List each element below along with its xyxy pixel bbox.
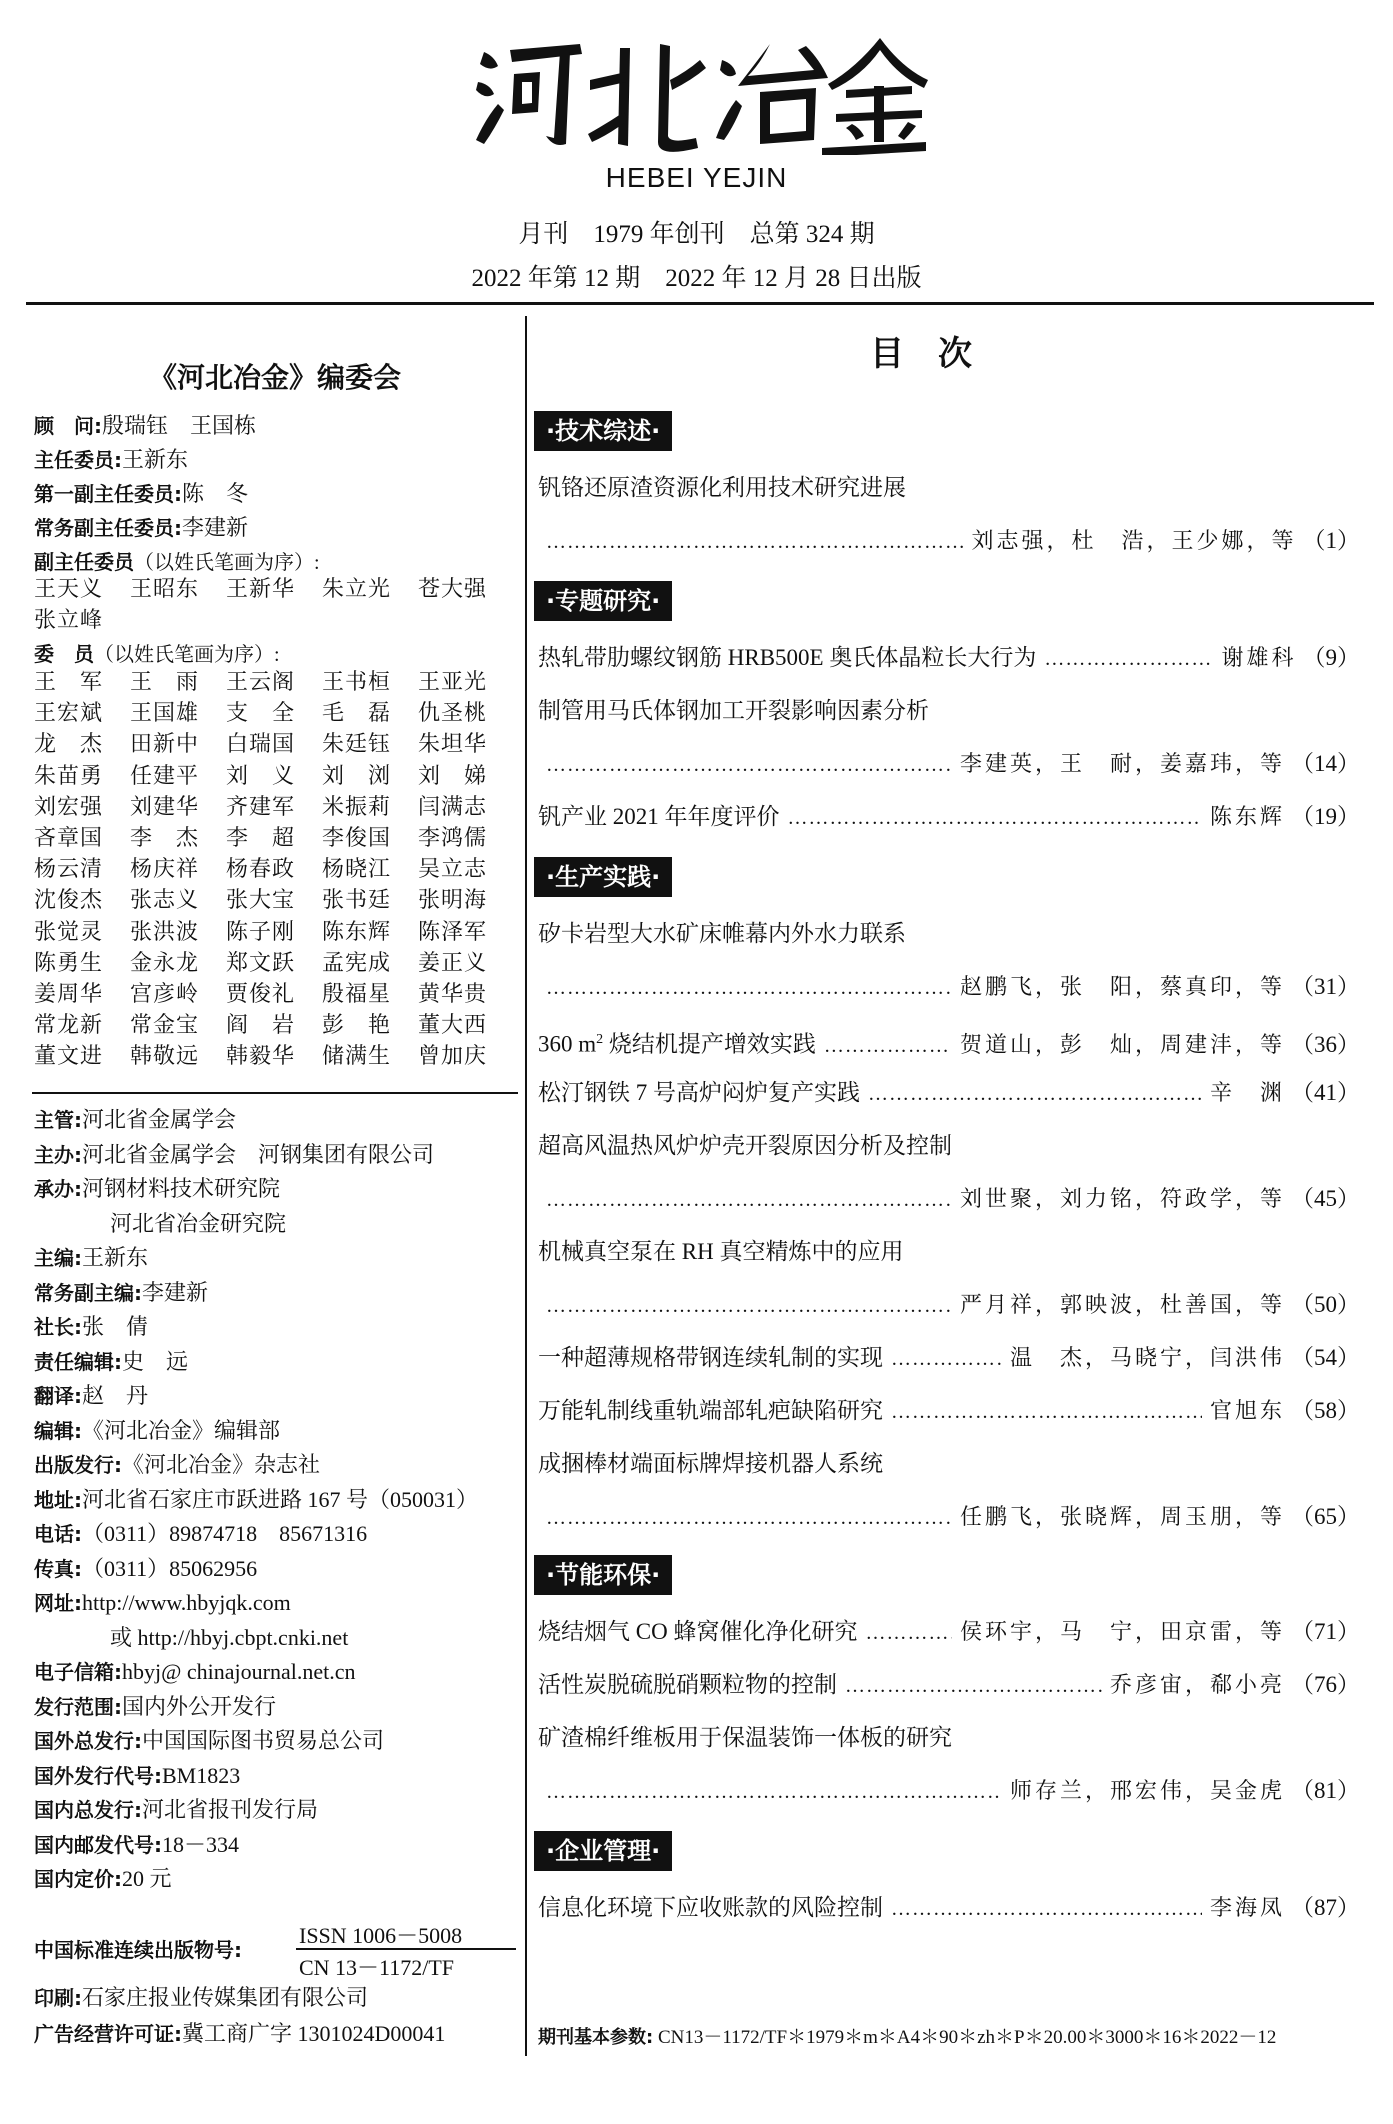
- article-page[interactable]: （1）: [1302, 528, 1360, 553]
- printer-row: [34, 1984, 522, 2012]
- article-page[interactable]: （36）: [1291, 1031, 1360, 1057]
- vice-name: 朱立光: [322, 576, 392, 601]
- section-badge-special-research: ·专题研究·: [534, 581, 672, 621]
- article-byline: [538, 526, 1360, 557]
- publication-info-row: [34, 1486, 522, 1514]
- members-note: （以姓氏笔画为序）:: [94, 644, 280, 666]
- director-value: 王新东: [122, 447, 189, 472]
- publication-info-row: [34, 1244, 522, 1272]
- advisors-label: 顾 问:: [34, 414, 102, 438]
- member-name: 白瑞国: [226, 731, 296, 757]
- member-name: 王书桓: [322, 669, 392, 694]
- article-entry[interactable]: [538, 1670, 1360, 1701]
- article-authors: 侯环宇，马 宁，田京雷，等: [959, 1619, 1285, 1644]
- article-authors: 陈东辉: [1209, 804, 1285, 829]
- section-badge-enterprise-management: ·企业管理·: [534, 1831, 672, 1871]
- article-entry[interactable]: [538, 1025, 1360, 1061]
- member-name: 杨春政: [226, 856, 296, 882]
- article-byline: [538, 972, 1360, 1003]
- publication-info-row: [34, 1555, 522, 1583]
- member-name: 董文进: [34, 1043, 104, 1069]
- section-badge-tech-review: ·技术综述·: [534, 411, 672, 451]
- member-name: 常金宝: [130, 1012, 200, 1038]
- vice-note: （以姓氏笔画为序）:: [134, 552, 320, 574]
- member-name: 王云阁: [226, 669, 296, 694]
- member-name: 储满生: [322, 1043, 392, 1069]
- article-title[interactable]: 钒产业 2021 年年度评价: [538, 804, 780, 829]
- info-value: 河北省金属学会: [82, 1107, 237, 1132]
- member-name: 郑文跃: [226, 949, 296, 975]
- info-label: 责任编辑:: [34, 1349, 122, 1374]
- leader-dots: [546, 1503, 952, 1533]
- issn-fraction-bar: [296, 1948, 516, 1950]
- director-label: 主任委员:: [34, 448, 122, 472]
- publication-info-row: [34, 1106, 522, 1134]
- member-name: 杨庆祥: [130, 856, 200, 882]
- article-authors: 李建英，王 耐，姜嘉玮，等: [959, 751, 1285, 776]
- info-label: 国内总发行:: [34, 1798, 142, 1822]
- english-title: HEBEI YEJIN: [605, 162, 788, 193]
- publication-info-row: [34, 1796, 522, 1824]
- vice-name: 王天义: [34, 576, 104, 601]
- article-title[interactable]: 超高风温热风炉炉壳开裂原因分析及控制: [538, 1133, 952, 1158]
- info-label: 主办:: [34, 1142, 82, 1167]
- member-name: 刘 浏: [322, 762, 392, 788]
- info-value: 河北省金属学会 河钢集团有限公司: [82, 1141, 435, 1167]
- article-authors: 温 杰，马晓宁，闫洪伟: [1009, 1345, 1285, 1370]
- info-label: 电子信箱:: [34, 1660, 122, 1684]
- leader-dots: [546, 973, 952, 1003]
- article-title-suffix: 烧结机提产增效实践: [603, 1031, 816, 1057]
- member-name: 李 杰: [130, 825, 200, 851]
- publication-info-row: [34, 1831, 522, 1859]
- member-name: 杨晓江: [322, 856, 392, 882]
- vice-directors-list: [34, 573, 514, 635]
- member-name: 刘宏强: [34, 793, 104, 819]
- info-value: 18－334: [162, 1831, 240, 1857]
- member-name: 杨云清: [34, 856, 104, 882]
- member-name: 朱廷钰: [322, 731, 392, 757]
- publication-info-row: [34, 1417, 522, 1445]
- member-name: 王 军: [34, 669, 104, 694]
- info-label: 地址:: [34, 1487, 82, 1512]
- leader-dots: [845, 1671, 1102, 1701]
- article-page[interactable]: （45）: [1291, 1186, 1360, 1211]
- info-value: 张 倩: [82, 1314, 149, 1339]
- info-label: 电话:: [34, 1522, 82, 1546]
- article-entry[interactable]: [538, 1396, 1360, 1427]
- member-name: 李鸿儒: [418, 825, 488, 851]
- info-value: 王新东: [82, 1245, 149, 1270]
- info-value: 史 远: [122, 1348, 189, 1374]
- member-name: 常龙新: [34, 1012, 104, 1038]
- info-label: 主编:: [34, 1246, 82, 1270]
- section-badge-energy-environment: ·节能环保·: [534, 1555, 672, 1595]
- article-page[interactable]: （41）: [1291, 1080, 1360, 1105]
- member-name: 陈勇生: [34, 949, 104, 975]
- info-label: 国外发行代号:: [34, 1763, 162, 1788]
- publication-info-row: [34, 1762, 522, 1790]
- article-authors: 赵鹏飞，张 阳，蔡真印，等: [959, 974, 1285, 999]
- member-name: 金永龙: [130, 949, 200, 975]
- member-name: 黄华贵: [418, 981, 488, 1007]
- member-name: 陈子刚: [226, 918, 296, 944]
- director-row: [34, 446, 522, 474]
- vice-name: 王新华: [226, 576, 296, 601]
- info-label: 网址:: [34, 1591, 82, 1615]
- member-name: 陈东辉: [322, 918, 392, 944]
- article-title[interactable]: 制管用马氏体钢加工开裂影响因素分析: [538, 698, 929, 723]
- info-label: 国内定价:: [34, 1867, 122, 1891]
- issn-label: 中国标准连续出版物号:: [34, 1938, 242, 1962]
- issn-number: ISSN 1006－5008: [299, 1923, 463, 1948]
- journal-logo-calligraphy: [470, 30, 930, 155]
- publication-info-row: [34, 1520, 522, 1548]
- journal-parameters: [538, 2022, 1276, 2049]
- info-value: 赵 丹: [82, 1383, 149, 1408]
- info-label: 国内邮发代号:: [34, 1832, 162, 1857]
- member-name: 李俊国: [322, 825, 392, 851]
- advisors-value: 殷瑞钰 王国栋: [102, 413, 257, 438]
- article-authors: 李海凤: [1209, 1895, 1285, 1920]
- members-label: 委 员: [34, 642, 94, 666]
- info-label: 传真:: [34, 1556, 82, 1581]
- info-value: 河北省报刊发行局: [142, 1797, 319, 1822]
- info-value: 河北省冶金研究院: [110, 1210, 287, 1236]
- article-title[interactable]: 一种超薄规格带钢连续轧制的实现: [538, 1345, 883, 1370]
- publication-info-row: [34, 1865, 522, 1893]
- article-page[interactable]: （31）: [1291, 974, 1360, 999]
- editorial-board-title: 《河北冶金》编委会: [148, 361, 401, 394]
- publication-info-row: [34, 1693, 522, 1721]
- article-title-prefix: 360 m: [538, 1031, 597, 1057]
- publication-info-row: [34, 1175, 522, 1203]
- article-title[interactable]: 矿渣棉纤维板用于保温装饰一体板的研究: [538, 1725, 952, 1750]
- article-page[interactable]: （65）: [1291, 1504, 1360, 1529]
- params-label: 期刊基本参数:: [538, 2027, 654, 2048]
- article-page[interactable]: （54）: [1291, 1345, 1360, 1370]
- publication-info-row: [34, 1141, 522, 1169]
- members-list: [34, 666, 514, 1072]
- article-entry[interactable]: [538, 802, 1360, 833]
- article-byline: [538, 1290, 1360, 1321]
- publication-info-row: [34, 1210, 522, 1238]
- member-name: 韩毅华: [226, 1043, 296, 1069]
- publication-info-row: [34, 1313, 522, 1341]
- member-name: 张明海: [418, 887, 488, 913]
- leader-dots: [788, 803, 1202, 833]
- info-label: 出版发行:: [34, 1453, 122, 1477]
- publication-info-row: [34, 1382, 522, 1410]
- info-value: （0311）89874718 85671316: [82, 1521, 368, 1546]
- exec-vice-label: 常务副主任委员:: [34, 516, 182, 540]
- article-authors: 谢雄科: [1221, 645, 1297, 670]
- leader-dots: [891, 1397, 1202, 1427]
- member-name: 王宏斌: [34, 700, 104, 726]
- publication-info-row: [34, 1624, 522, 1652]
- member-name: 刘 义: [226, 762, 296, 788]
- member-name: 刘建华: [130, 793, 200, 819]
- info-value: 李建新: [142, 1279, 209, 1305]
- vice-name: 张立峰: [34, 607, 104, 633]
- article-entry[interactable]: [538, 1893, 1360, 1924]
- info-value: 《河北冶金》编辑部: [82, 1417, 281, 1443]
- first-vice-row: [34, 480, 522, 508]
- info-value: hbyj@ chinajournal.net.cn: [122, 1659, 356, 1684]
- printer-value: 石家庄报业传媒集团有限公司: [82, 1985, 369, 2010]
- article-page[interactable]: （71）: [1291, 1619, 1360, 1644]
- info-value: 《河北冶金》杂志社: [122, 1452, 321, 1477]
- member-name: 沈俊杰: [34, 887, 104, 913]
- info-value: 中国国际图书贸易总公司: [142, 1728, 385, 1753]
- member-name: 陈泽军: [418, 918, 488, 944]
- section-rule: [32, 1092, 518, 1094]
- info-value: 国内外公开发行: [122, 1693, 277, 1719]
- member-name: 张觉灵: [34, 918, 104, 944]
- article-title[interactable]: 钒铬还原渣资源化利用技术研究进展: [538, 475, 906, 500]
- info-value: （0311）85062956: [82, 1555, 258, 1581]
- article-title[interactable]: 机械真空泵在 RH 真空精炼中的应用: [538, 1239, 904, 1264]
- member-name: 姜正义: [418, 949, 488, 975]
- member-name: 支 全: [226, 700, 296, 726]
- member-name: 孟宪成: [322, 949, 392, 975]
- license-value: 冀工商广字 1301024D00041: [182, 2021, 446, 2046]
- issue-date-line: 2022 年第 12 期 2022 年 12 月 28 日出版: [471, 265, 922, 292]
- member-name: 曾加庆: [418, 1043, 488, 1069]
- article-entry[interactable]: [538, 643, 1360, 674]
- leader-dots: [891, 1894, 1202, 1924]
- info-value: 河钢材料技术研究院: [82, 1176, 281, 1201]
- article-page[interactable]: （58）: [1291, 1398, 1360, 1423]
- member-name: 姜周华: [34, 981, 104, 1007]
- member-name: 王国雄: [130, 700, 200, 726]
- header-rule: [26, 302, 1374, 305]
- member-name: 毛 磊: [322, 700, 392, 726]
- first-vice-value: 陈 冬: [182, 481, 249, 506]
- article-page[interactable]: （81）: [1291, 1778, 1360, 1803]
- article-title[interactable]: 信息化环境下应收账款的风险控制: [538, 1895, 883, 1920]
- vice-name: 王昭东: [130, 576, 200, 601]
- member-name: 吝章国: [34, 825, 104, 851]
- article-authors: 刘世聚，刘力铭，符政学，等: [959, 1186, 1285, 1211]
- info-label: 社长:: [34, 1315, 82, 1339]
- info-value: 或 http://hbyj.cbpt.cnki.net: [110, 1624, 349, 1650]
- leader-dots: [868, 1079, 1202, 1109]
- leader-dots: [865, 1618, 952, 1648]
- article-page[interactable]: （50）: [1291, 1292, 1360, 1317]
- member-name: 田新中: [130, 731, 200, 757]
- article-title[interactable]: 热轧带肋螺纹钢筋 HRB500E 奥氏体晶粒长大行为: [538, 645, 1037, 670]
- member-name: 王亚光: [418, 669, 488, 694]
- article-entry[interactable]: [538, 1343, 1360, 1374]
- leader-dots: [546, 1291, 952, 1321]
- info-value: 河北省石家庄市跃进路 167 号（050031）: [82, 1486, 479, 1512]
- article-title[interactable]: 烧结烟气 CO 蜂窝催化净化研究: [538, 1619, 858, 1644]
- article-authors: 官旭东: [1209, 1398, 1285, 1423]
- info-label: 发行范围:: [34, 1694, 122, 1719]
- member-name: 闫满志: [418, 793, 488, 819]
- article-page[interactable]: （76）: [1291, 1672, 1360, 1697]
- issue-info-line: 月刊 1979 年创刊 总第 324 期: [518, 221, 875, 248]
- printer-label: 印刷:: [34, 1986, 82, 2010]
- info-label: 国外总发行:: [34, 1729, 142, 1753]
- info-label: 承办:: [34, 1177, 82, 1201]
- leader-dots: [546, 527, 963, 557]
- column-divider: [525, 316, 527, 2056]
- member-name: 任建平: [130, 762, 200, 788]
- member-name: 阎 岩: [226, 1012, 296, 1038]
- leader-dots: [1044, 644, 1213, 674]
- member-name: 张大宝: [226, 887, 296, 913]
- cn-number: CN 13－1172/TF: [299, 1955, 455, 1980]
- member-name: 仇圣桃: [418, 700, 488, 726]
- article-page[interactable]: （87）: [1291, 1895, 1360, 1920]
- member-name: 刘 娣: [418, 762, 488, 788]
- leader-dots: [546, 750, 952, 780]
- article-byline: [538, 1776, 1360, 1807]
- exec-vice-value: 李建新: [182, 515, 249, 540]
- article-entry[interactable]: [538, 1617, 1360, 1648]
- members-heading: [34, 640, 522, 669]
- member-name: 朱坦华: [418, 731, 488, 757]
- superscript: 2: [596, 1032, 604, 1047]
- member-name: 龙 杰: [34, 731, 104, 757]
- article-page[interactable]: （9）: [1302, 645, 1360, 670]
- article-title[interactable]: 万能轧制线重轨端部轧疤缺陷研究: [538, 1398, 883, 1423]
- article-title[interactable]: 矽卡岩型大水矿床帷幕内外水力联系: [538, 921, 906, 946]
- member-name: 宫彦岭: [130, 981, 200, 1007]
- member-name: 张书廷: [322, 887, 392, 913]
- article-authors: 刘志强，杜 浩，王少娜，等: [971, 528, 1297, 553]
- issn-block: [34, 1917, 524, 1979]
- info-label: 编辑:: [34, 1418, 82, 1443]
- article-entry[interactable]: [538, 1078, 1360, 1109]
- license-row: [34, 2020, 522, 2048]
- article-authors: 师存兰，邢宏伟，吴金虎: [1009, 1778, 1285, 1803]
- member-name: 齐建军: [226, 793, 296, 819]
- article-page[interactable]: （14）: [1291, 751, 1360, 776]
- article-byline: [538, 1502, 1360, 1533]
- article-authors: 任鹏飞，张晓辉，周玉朋，等: [959, 1504, 1285, 1529]
- info-value: BM1823: [162, 1762, 241, 1788]
- info-value: 20 元: [122, 1866, 172, 1891]
- toc-title: 目 次: [870, 334, 972, 374]
- member-name: 李 超: [226, 825, 296, 851]
- leader-dots: [824, 1031, 952, 1061]
- info-label: 主管:: [34, 1108, 82, 1132]
- section-badge-production-practice: ·生产实践·: [534, 857, 672, 897]
- article-title[interactable]: 松汀钢铁 7 号高炉闷炉复产实践: [538, 1080, 860, 1105]
- exec-vice-row: [34, 514, 522, 542]
- publication-info-row: [34, 1658, 522, 1686]
- info-value: http://www.hbyjqk.com: [82, 1590, 291, 1615]
- member-name: 贾俊礼: [226, 981, 296, 1007]
- member-name: 米振莉: [322, 793, 392, 819]
- publication-info-row: [34, 1348, 522, 1376]
- member-name: 董大西: [418, 1012, 488, 1038]
- article-title[interactable]: [538, 1025, 816, 1060]
- member-name: 张洪波: [130, 918, 200, 944]
- vice-label: 副主任委员: [34, 550, 134, 574]
- article-byline: [538, 1184, 1360, 1215]
- member-name: 朱苗勇: [34, 762, 104, 788]
- member-name: 殷福星: [322, 981, 392, 1007]
- article-authors: 贺道山，彭 灿，周建沣，等: [959, 1031, 1285, 1057]
- article-title[interactable]: 活性炭脱硫脱硝颗粒物的控制: [538, 1672, 837, 1697]
- publication-info-row: [34, 1451, 522, 1479]
- info-label: 常务副主编:: [34, 1280, 142, 1305]
- article-title[interactable]: 成捆棒材端面标牌焊接机器人系统: [538, 1451, 883, 1476]
- leader-dots: [546, 1777, 1002, 1807]
- advisors-row: [34, 412, 522, 440]
- member-name: 张志义: [130, 887, 200, 913]
- member-name: 王 雨: [130, 669, 200, 694]
- article-authors: 辛 渊: [1209, 1080, 1285, 1105]
- params-value: CN13－1172/TF＊1979＊m＊A4＊90＊zh＊P＊20.00＊3000＊16＊2022－12: [657, 2027, 1277, 2048]
- info-label: 翻译:: [34, 1384, 82, 1408]
- member-name: 吴立志: [418, 856, 488, 882]
- publication-info-row: [34, 1279, 522, 1307]
- article-byline: [538, 749, 1360, 780]
- article-authors: 严月祥，郭映波，杜善国，等: [959, 1292, 1285, 1317]
- leader-dots: [546, 1185, 952, 1215]
- first-vice-label: 第一副主任委员:: [34, 482, 182, 506]
- article-authors: 乔彦宙，郗小亮: [1109, 1672, 1285, 1697]
- masthead: [0, 0, 1393, 300]
- publication-info-row: [34, 1727, 522, 1755]
- vice-name: 苍大强: [418, 576, 488, 601]
- member-name: 彭 艳: [322, 1012, 392, 1038]
- article-page[interactable]: （19）: [1291, 804, 1360, 829]
- publication-info-row: [34, 1589, 522, 1617]
- license-label: 广告经营许可证:: [34, 2022, 182, 2046]
- leader-dots: [891, 1344, 1002, 1374]
- member-name: 韩敬远: [130, 1043, 200, 1069]
